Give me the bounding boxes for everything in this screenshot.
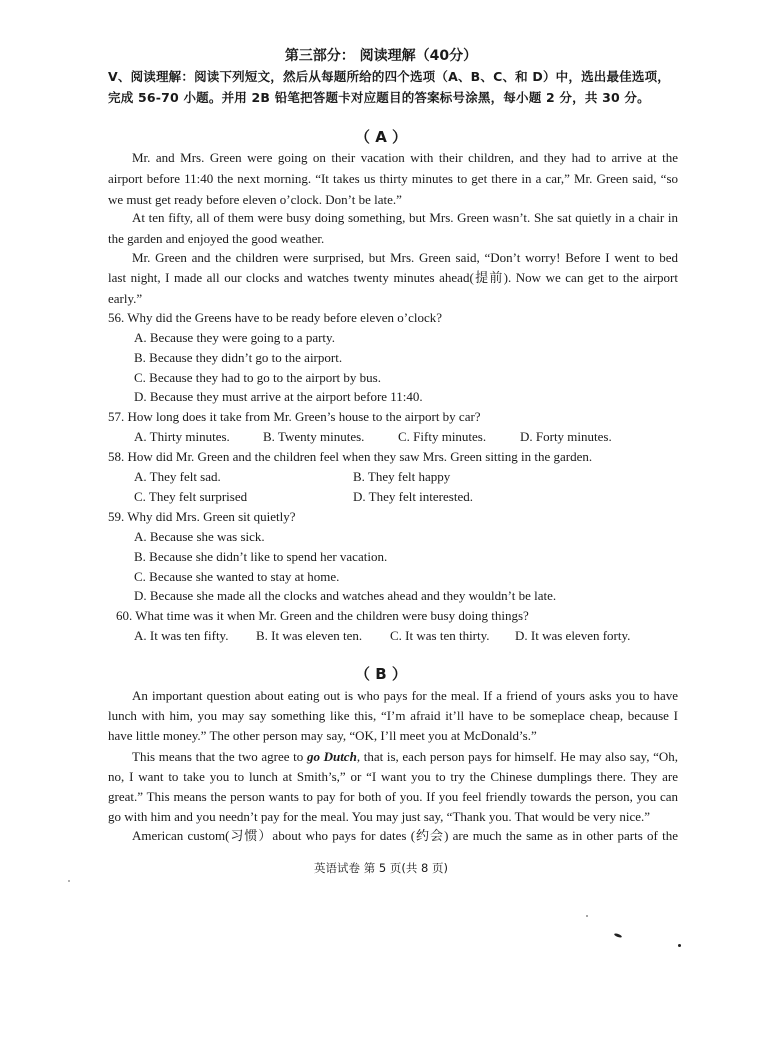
option-60-a: A. It was ten fifty. <box>134 628 229 643</box>
option-57-c: C. Fifty minutes. <box>398 429 487 444</box>
question-stem: What time was it when Mr. Green and the children were busy doing things? <box>135 608 529 623</box>
question-number: 56. <box>108 310 125 325</box>
option-56-c: C. Because they had to go to the airport by bus. <box>134 370 381 385</box>
option-59-d: D. Because she made all the clocks and watches ahead and they wouldn’t be late. <box>134 588 557 603</box>
scan-speck <box>68 880 70 882</box>
passage-b-line: have little money.” The other person may say, “OK, I’ll meet you at McDonald’s.” <box>108 728 537 743</box>
passage-a-line: early.” <box>108 291 143 306</box>
scan-speck <box>586 915 588 917</box>
passage-a-line: last night, I made all our clocks and watches twenty minutes ahead(提前). Now we can get to the airport <box>108 270 678 285</box>
option-58-a: A. They felt sad. <box>134 469 221 484</box>
scan-speck <box>678 944 681 947</box>
question-number: 60. <box>116 608 133 623</box>
passage-text: , that is, each person pays for himself. He may also say, “Oh, <box>356 749 678 764</box>
page-footer: 英语试卷 第 5 页(共 8 页) <box>314 861 448 875</box>
passage-b-line: no, I want to take you to lunch at Smith’s,” or “I want you to try the Chinese dumplings there. They are <box>108 769 678 784</box>
passage-b-line: go with him and you needn’t pay for the meal. You may just say, “Thank you. That would be very nice.” <box>108 809 651 824</box>
passage-b-line: lunch with him, you may say something like this, “I’m afraid it’ll have to be someplace cheap, because I <box>108 708 678 723</box>
question-number: 59. <box>108 509 125 524</box>
passage-a-line: At ten fifty, all of them were busy doing something, but Mrs. Green wasn’t. She sat quietly in a chair in <box>132 210 678 225</box>
option-58-d: D. They felt interested. <box>353 489 473 504</box>
passage-b-line <box>108 749 678 765</box>
part-title: 第三部分： 阅读理解（40分） <box>284 48 478 64</box>
passage-a-line: the garden and enjoyed the good weather. <box>108 231 325 246</box>
question-stem: How did Mr. Green and the children feel when they saw Mrs. Green sitting in the garden. <box>127 449 593 464</box>
passage-b-line: American custom(习惯）about who pays for dates (约会) are much the same as in other parts of the <box>132 828 678 843</box>
question-57 <box>108 409 481 425</box>
question-60 <box>116 608 529 624</box>
option-59-b: B. Because she didn’t like to spend her vacation. <box>134 549 388 564</box>
question-stem: Why did Mrs. Green sit quietly? <box>127 509 296 524</box>
option-58-c: C. They felt surprised <box>134 489 248 504</box>
section-b-label: （ B ） <box>355 665 407 683</box>
passage-b-line: great.” This means the person wants to pay for both of you. If you feel friendly towards the person, you can <box>108 789 678 804</box>
option-57-a: A. Thirty minutes. <box>134 429 230 444</box>
instructions-line-2: 完成 56-70 小题。并用 2B 铅笔把答题卡对应题目的答案标号涂黑，每小题 2 分，共 30 分。 <box>108 90 650 105</box>
passage-b-line: An important question about eating out is who pays for the meal. If a friend of yours asks you to have <box>132 688 678 703</box>
option-56-b: B. Because they didn’t go to the airport. <box>134 350 343 365</box>
option-60-d: D. It was eleven forty. <box>515 628 631 643</box>
passage-a-line: Mr. and Mrs. Green were going on their vacation with their children, and they had to arrive at the <box>132 150 678 165</box>
passage-a-line: airport before 11:40 the next morning. “It takes us thirty minutes to get there in a car,” Mr. Green said, “so <box>108 171 678 186</box>
option-57-d: D. Forty minutes. <box>520 429 612 444</box>
passage-text: This means that the two agree to <box>132 749 307 764</box>
option-59-a: A. Because she was sick. <box>134 529 265 544</box>
question-58 <box>108 449 592 465</box>
option-57-b: B. Twenty minutes. <box>263 429 365 444</box>
question-number: 58. <box>108 449 125 464</box>
option-56-d: D. Because they must arrive at the airport before 11:40. <box>134 389 423 404</box>
question-number: 57. <box>108 409 125 424</box>
question-stem: How long does it take from Mr. Green’s house to the airport by car? <box>127 409 481 424</box>
passage-a-line: Mr. Green and the children were surprised, but Mrs. Green said, “Don’t worry! Before I went to bed <box>132 250 678 265</box>
question-56 <box>108 310 442 326</box>
question-59 <box>108 509 296 525</box>
option-60-c: C. It was ten thirty. <box>390 628 490 643</box>
emphasized-phrase: go Dutch <box>306 749 357 764</box>
option-58-b: B. They felt happy <box>353 469 451 484</box>
option-60-b: B. It was eleven ten. <box>256 628 363 643</box>
scan-speck <box>614 933 623 939</box>
passage-a-line: we must get ready before eleven o’clock. Don’t be late.” <box>108 192 402 207</box>
option-56-a: A. Because they were going to a party. <box>134 330 335 345</box>
option-59-c: C. Because she wanted to stay at home. <box>134 569 340 584</box>
instructions-line-1: V、阅读理解：阅读下列短文，然后从每题所给的四个选项（A、B、C、和 D）中，选出最佳选项， <box>108 69 670 84</box>
question-stem: Why did the Greens have to be ready before eleven o’clock? <box>127 310 443 325</box>
section-a-label: （ A ） <box>354 128 408 146</box>
